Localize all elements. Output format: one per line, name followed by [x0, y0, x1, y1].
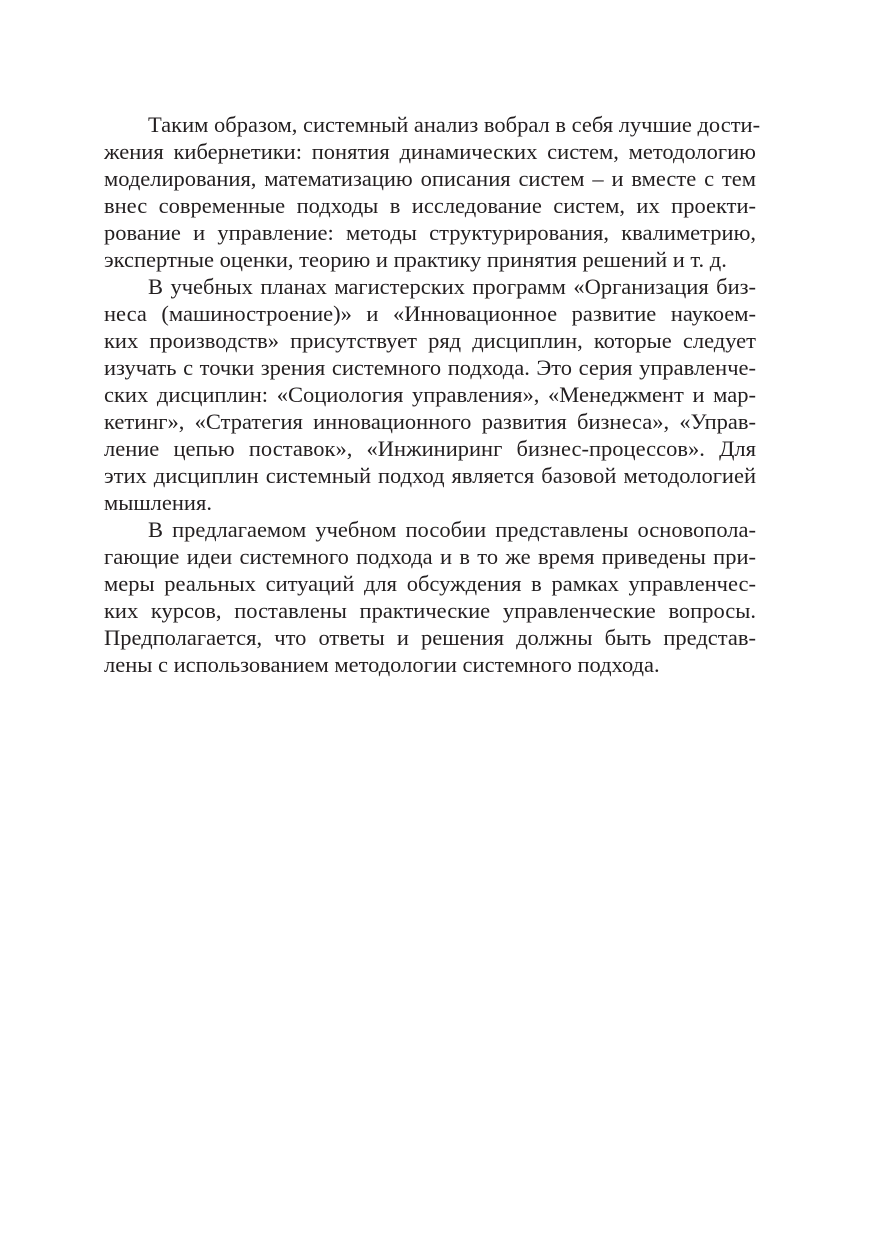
- paragraph-line: внес современные подходы в исследование систем, их проекти-: [104, 193, 756, 218]
- paragraph-line: лены с использованием методологии системного подхода.: [104, 652, 660, 677]
- paragraph-line: В учебных планах магистерских программ «Организация биз-: [148, 274, 756, 299]
- paragraph-line: мышления.: [104, 490, 212, 515]
- paragraph-1: [104, 111, 761, 273]
- paragraph-line: моделирования, математизацию описания систем – и вместе с тем: [104, 166, 756, 191]
- paragraph-line: рование и управление: методы структурирования, квалиметрию,: [104, 220, 756, 245]
- paragraph-line: меры реальных ситуаций для обсуждения в рамках управленчес-: [104, 571, 756, 596]
- paragraph-line: кетинг», «Стратегия инновационного развития бизнеса», «Управ-: [104, 409, 756, 434]
- paragraph-line: жения кибернетики: понятия динамических систем, методологию: [104, 139, 756, 164]
- paragraph-line: Таким образом, системный анализ вобрал в себя лучшие дости-: [148, 112, 761, 137]
- paragraph-line: В предлагаемом учебном пособии представлены основопола-: [148, 517, 756, 542]
- paragraph-line: экспертные оценки, теорию и практику принятия решений и т. д.: [104, 247, 727, 272]
- paragraph-line: изучать с точки зрения системного подхода. Это серия управленче-: [104, 355, 756, 380]
- paragraph-line: ских дисциплин: «Социология управления», «Менеджмент и мар-: [104, 382, 756, 407]
- paragraph-line: ких курсов, поставлены практические управленческие вопросы.: [104, 598, 756, 623]
- paragraph-3: [104, 516, 756, 678]
- paragraph-line: ких производств» присутствует ряд дисциплин, которые следует: [104, 328, 756, 353]
- paragraph-2: [104, 273, 756, 516]
- paragraph-line: Предполагается, что ответы и решения должны быть представ-: [104, 625, 756, 650]
- paragraph-line: гающие идеи системного подхода и в то же время приведены при-: [104, 544, 756, 569]
- body-text: [104, 111, 761, 678]
- paragraph-line: ление цепью поставок», «Инжиниринг бизнес-процессов». Для: [104, 436, 756, 461]
- paragraph-line: этих дисциплин системный подход является базовой методологией: [104, 463, 756, 488]
- paragraph-line: неса (машиностроение)» и «Инновационное развитие наукоем-: [104, 301, 756, 326]
